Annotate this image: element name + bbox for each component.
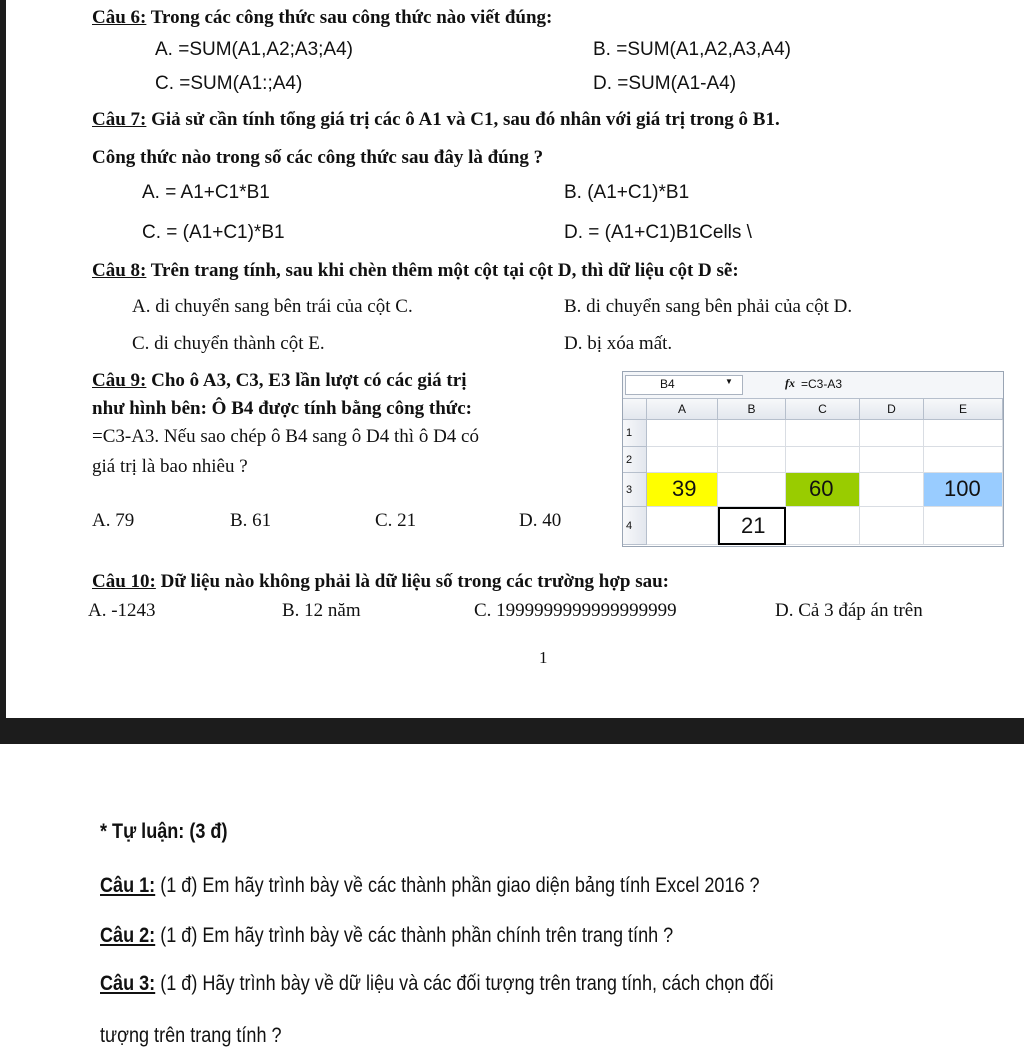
row-header-2: 2 [623,447,647,473]
cell-b4-selected[interactable]: 21 [718,507,786,545]
question-6-option-a: A. =SUM(A1,A2;A3;A4) [155,39,353,60]
essay-heading: * Tự luận: (3 đ) [100,820,228,843]
cell-d4[interactable] [860,507,924,545]
chevron-down-icon: ▼ [725,377,733,386]
question-9-option-d: D. 40 [519,510,562,531]
question-8-label: Câu 8: [92,260,147,281]
question-9-option-b: B. 61 [230,510,272,531]
page-separator [0,718,1024,744]
question-8-option-c: C. di chuyển thành cột E. [132,333,325,354]
question-9-line4: giá trị là bao nhiêu ? [92,456,248,477]
corner-header [623,399,647,420]
question-10-stem [92,570,669,594]
question-8-option-a: A. di chuyển sang bên trái của cột C. [132,296,413,317]
cell-b3[interactable] [718,473,786,507]
exam-page-2 [0,744,1024,1051]
essay-question-2 [100,922,673,950]
page-number: 1 [539,648,548,667]
question-6-option-c: C. =SUM(A1:;A4) [155,73,303,94]
row-header-3: 3 [623,473,647,507]
cell-d3[interactable] [860,473,924,507]
essay-question-3-label: Câu 3: [100,972,156,995]
question-7-text: Giả sử cần tính tổng giá trị các ô A1 và C1, sau đó nhân với giá trị trong ô B1. [146,109,780,130]
cell-e3[interactable]: 100 [924,473,1003,507]
question-10-text: Dữ liệu nào không phải là dữ liệu số trong các trường hợp sau: [155,571,669,592]
question-10-option-d: D. Cả 3 đáp án trên [775,600,923,621]
question-10-option-a: A. -1243 [88,600,156,621]
cell-a3[interactable]: 39 [647,473,718,507]
question-8-option-d: D. bị xóa mất. [564,333,673,354]
question-8-text: Trên trang tính, sau khi chèn thêm một cột tại cột D, thì dữ liệu cột D sẽ: [146,260,739,281]
essay-question-1 [100,872,760,900]
question-7-stem-line2: Công thức nào trong số các công thức sau đây là đúng ? [92,147,544,168]
cell-c3[interactable]: 60 [786,473,860,507]
question-9-line3: =C3-A3. Nếu sao chép ô B4 sang ô D4 thì ô D4 có [92,426,479,447]
question-6-option-d: D. =SUM(A1-A4) [593,73,737,94]
name-box-value: B4 [660,377,675,391]
row-header-4: 4 [623,507,647,545]
essay-question-2-label: Câu 2: [100,924,156,947]
essay-question-1-text: (1 đ) Em hãy trình bày về các thành phần giao diện bảng tính Excel 2016 ? [155,874,760,897]
question-7-option-a: A. = A1+C1*B1 [142,182,270,203]
question-9-option-c: C. 21 [375,510,417,531]
fx-icon: fx [785,376,795,390]
question-7-option-c: C. = (A1+C1)*B1 [142,222,285,243]
essay-question-1-label: Câu 1: [100,874,156,897]
essay-question-3-text: (1 đ) Hãy trình bày về dữ liệu và các đối tượng trên trang tính, cách chọn đối [155,972,774,995]
question-10-option-c: C. 1999999999999999999 [474,600,677,621]
formula-bar [623,372,1003,399]
question-10-option-b: B. 12 năm [282,600,361,621]
question-9-label: Câu 9: [92,370,147,391]
question-7-option-b: B. (A1+C1)*B1 [564,182,690,203]
column-header-b: B [718,399,786,420]
cell-e4[interactable] [924,507,1003,545]
column-header-c: C [786,399,860,420]
question-9-line2 [92,397,472,421]
column-header-a: A [647,399,718,420]
question-9-line2-text: như hình bên: Ô B4 được tính bằng công thức: [92,398,472,419]
question-7-option-d: D. = (A1+C1)B1Cells \ [564,222,752,243]
column-header-d: D [860,399,924,420]
question-8-stem [92,259,739,283]
question-6-option-b: B. =SUM(A1,A2,A3,A4) [593,39,791,60]
column-header-e: E [924,399,1003,420]
essay-question-2-text: (1 đ) Em hãy trình bày về các thành phần chính trên trang tính ? [155,924,674,947]
formula-text: =C3-A3 [801,377,843,391]
question-10-label: Câu 10: [92,571,156,592]
question-7-label: Câu 7: [92,109,147,130]
question-6-stem [92,6,552,30]
question-9-text: Cho ô A3, C3, E3 lần lượt có các giá trị [146,370,467,391]
viewer-left-edge [0,0,6,744]
cell-a4[interactable] [647,507,718,545]
essay-question-3-line2: tượng trên trang tính ? [100,1024,282,1047]
question-9-stem [92,369,466,393]
row-header-1: 1 [623,420,647,447]
cell-c4[interactable] [786,507,860,545]
question-8-option-b: B. di chuyển sang bên phải của cột D. [564,296,853,317]
essay-question-3 [100,970,773,998]
question-7-stem [92,108,780,132]
question-9-option-a: A. 79 [92,510,135,531]
question-6-text: Trong các công thức sau công thức nào viết đúng: [146,7,553,28]
spreadsheet-figure [622,371,1004,547]
question-6-label: Câu 6: [92,7,147,28]
